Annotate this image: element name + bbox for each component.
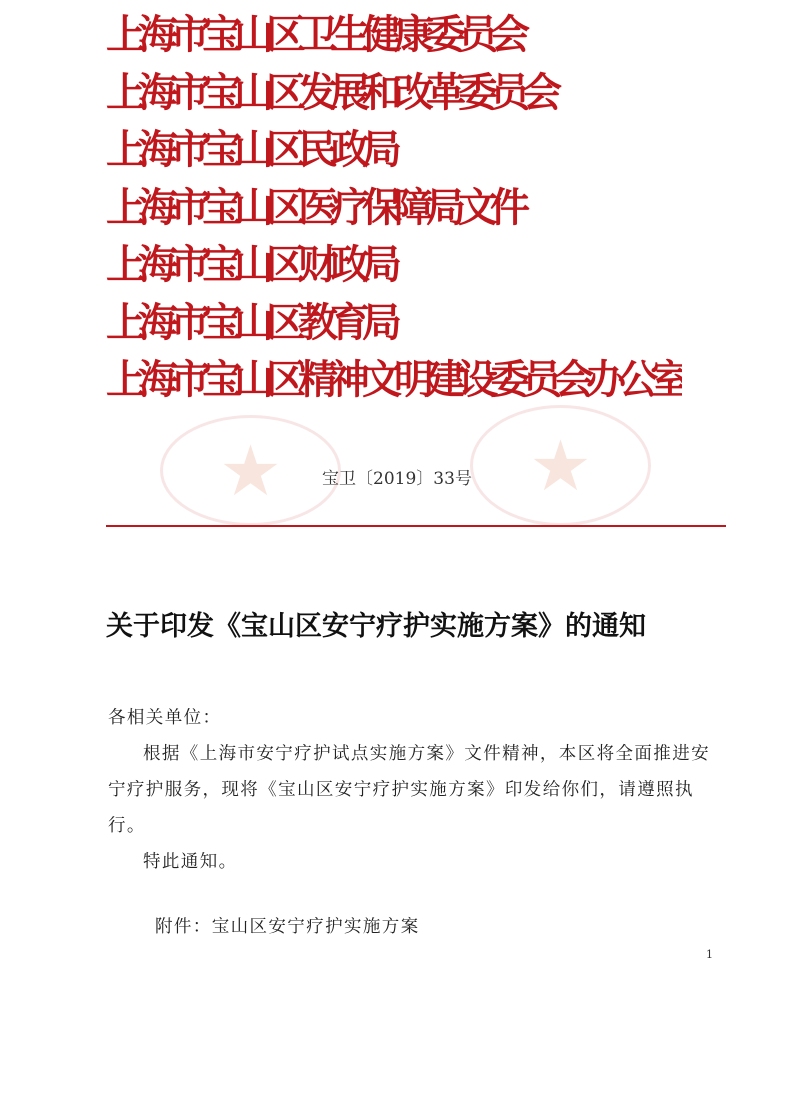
attachment-line: 附件：宝山区安宁疗护实施方案	[155, 917, 420, 937]
issuer-line: 上海市宝山区财政局	[106, 241, 394, 288]
issuer-line: 上海市宝山区民政局	[106, 126, 394, 173]
document-body	[108, 700, 728, 880]
document-title: 关于印发《宝山区安宁疗护实施方案》的通知	[106, 611, 646, 642]
document-number: 宝卫〔2019〕33号	[322, 469, 472, 489]
issuer-line: 上海市宝山区教育局	[106, 298, 394, 346]
issuer-line: 上海市宝山区精神文明建设委员会办公室	[106, 356, 682, 403]
issuer-line: 上海市宝山区卫生健康委员会	[106, 11, 522, 58]
issuer-line: 上海市宝山区发展和改革委员会	[106, 68, 554, 116]
seal-star-icon: ★	[219, 429, 282, 512]
closing-paragraph: 特此通知。	[143, 852, 238, 872]
red-divider-line	[106, 525, 726, 527]
salutation: 各相关单位：	[108, 708, 222, 728]
issuing-authorities	[106, 6, 682, 409]
issuer-line: 上海市宝山区医疗保障局文件	[106, 183, 522, 231]
page-number: 1	[706, 948, 713, 961]
seal-star-icon: ★	[529, 424, 592, 507]
body-paragraph: 根据《上海市安宁疗护试点实施方案》文件精神，本区将全面推进安宁疗护服务，现将《宝山区安宁疗护实施方案》印发给你们，请遵照执行。	[108, 744, 710, 836]
